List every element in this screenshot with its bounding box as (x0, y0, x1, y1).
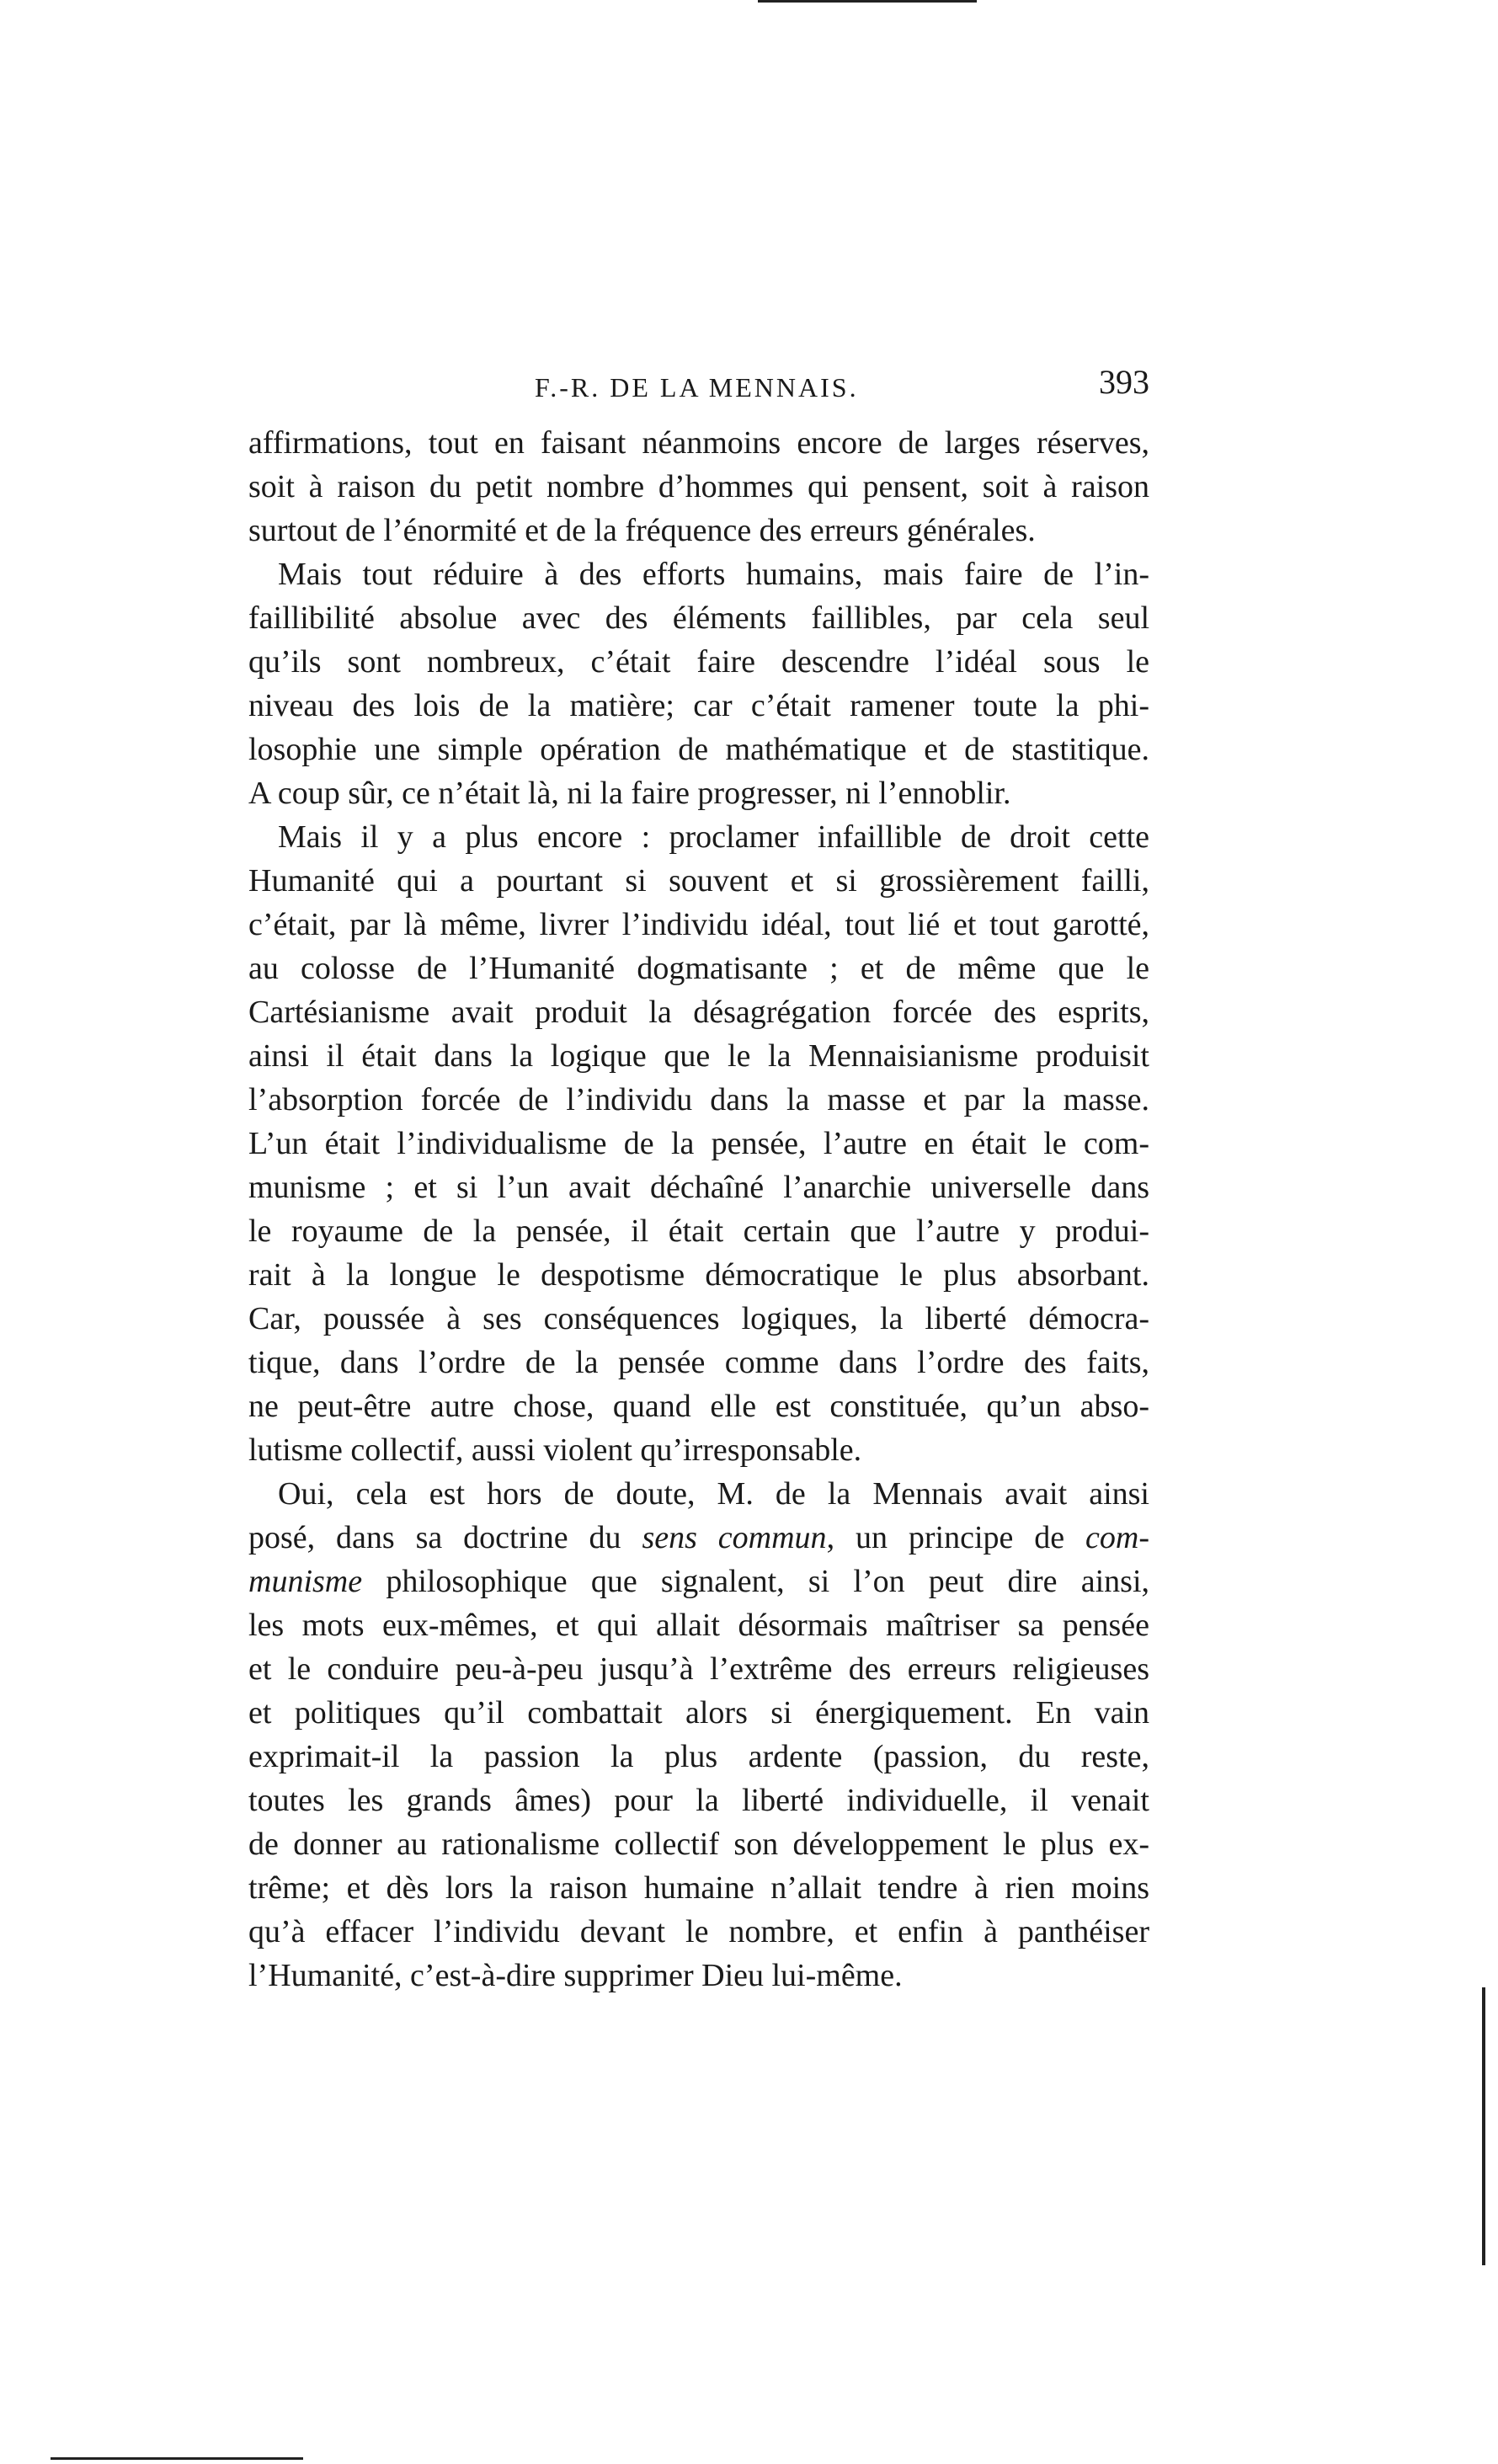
text-line: Humanité qui a pourtant si souvent et si grossièrement failli, (248, 863, 1149, 899)
text-line: toutes les grands âmes) pour la liberté individuelle, il venait (248, 1783, 1149, 1818)
text-line: et le conduire peu-à-peu jusqu’à l’extrême des erreurs religieuses (248, 1651, 1149, 1687)
text-line: ainsi il était dans la logique que le la Mennaisianisme produisit (248, 1038, 1149, 1074)
text-line: Oui, cela est hors de doute, M. de la Mennais avait ainsi (278, 1476, 1149, 1512)
text-line: qu’ils sont nombreux, c’était faire descendre l’idéal sous le (248, 644, 1149, 680)
text-line: lutisme collectif, aussi violent qu’irresponsable. (248, 1432, 862, 1468)
running-title: F.-R. DE LA MENNAIS. (535, 372, 859, 403)
text-line: au colosse de l’Humanité dogmatisante ; et de même que le (248, 951, 1149, 986)
text-line: ne peut-être autre chose, quand elle est constituée, qu’un abso- (248, 1389, 1149, 1424)
text-line: exprimait-il la passion la plus ardente (passion, du reste, (248, 1739, 1149, 1774)
text-line: rait à la longue le despotisme démocratique le plus absorbant. (248, 1257, 1149, 1293)
text-line: L’un était l’individualisme de la pensée, l’autre en était le com- (248, 1126, 1149, 1161)
page-number: 393 (1099, 363, 1149, 401)
text-line: surtout de l’énormité et de la fréquence des erreurs générales. (248, 513, 1036, 548)
text-line: l’Humanité, c’est-à-dire supprimer Dieu lui-même. (248, 1958, 903, 1993)
text-line: munisme ; et si l’un avait déchaîné l’anarchie universelle dans (248, 1170, 1149, 1205)
text-line: de donner au rationalisme collectif son développement le plus ex- (248, 1827, 1149, 1862)
text-line: posé, dans sa doctrine du sens commun, un principe de com- (248, 1520, 1149, 1555)
text-line: les mots eux-mêmes, et qui allait désormais maîtriser sa pensée (248, 1608, 1149, 1643)
text-line: soit à raison du petit nombre d’hommes qui pensent, soit à raison (248, 469, 1149, 504)
text-line: losophie une simple opération de mathématique et de stastitique. (248, 732, 1149, 767)
body-text (248, 421, 1149, 1997)
text-line: trême; et dès lors la raison humaine n’allait tendre à rien moins (248, 1870, 1149, 1906)
text-line: Car, poussée à ses conséquences logiques, la liberté démocra- (248, 1301, 1149, 1336)
scan-edge-mark-bottom (51, 2457, 303, 2460)
text-line: tique, dans l’ordre de la pensée comme dans l’ordre des faits, (248, 1345, 1149, 1380)
text-line: Cartésianisme avait produit la désagrégation forcée des esprits, (248, 995, 1149, 1030)
text-line: A coup sûr, ce n’était là, ni la faire progresser, ni l’ennoblir. (248, 776, 1011, 811)
text-line: affirmations, tout en faisant néanmoins encore de larges réserves, (248, 425, 1149, 461)
text-line: qu’à effacer l’individu devant le nombre, et enfin à panthéiser (248, 1914, 1149, 1949)
text-line: munisme philosophique que signalent, si l’on peut dire ainsi, (248, 1564, 1149, 1599)
text-line: Mais il y a plus encore : proclamer infaillible de droit cette (278, 819, 1149, 855)
running-head (248, 362, 1149, 413)
text-line: l’absorption forcée de l’individu dans la masse et par la masse. (248, 1082, 1149, 1117)
text-line: et politiques qu’il combattait alors si énergiquement. En vain (248, 1695, 1149, 1731)
text-line: Mais tout réduire à des efforts humains, mais faire de l’in- (278, 557, 1149, 592)
text-line: le royaume de la pensée, il était certain que l’autre y produi- (248, 1213, 1149, 1249)
text-line: niveau des lois de la matière; car c’était ramener toute la phi- (248, 688, 1149, 723)
scan-edge-mark-top (758, 0, 977, 3)
text-line: faillibilité absolue avec des éléments faillibles, par cela seul (248, 600, 1149, 636)
text-line: c’était, par là même, livrer l’individu idéal, tout lié et tout garotté, (248, 907, 1149, 942)
scan-edge-mark-right (1482, 1987, 1485, 2265)
